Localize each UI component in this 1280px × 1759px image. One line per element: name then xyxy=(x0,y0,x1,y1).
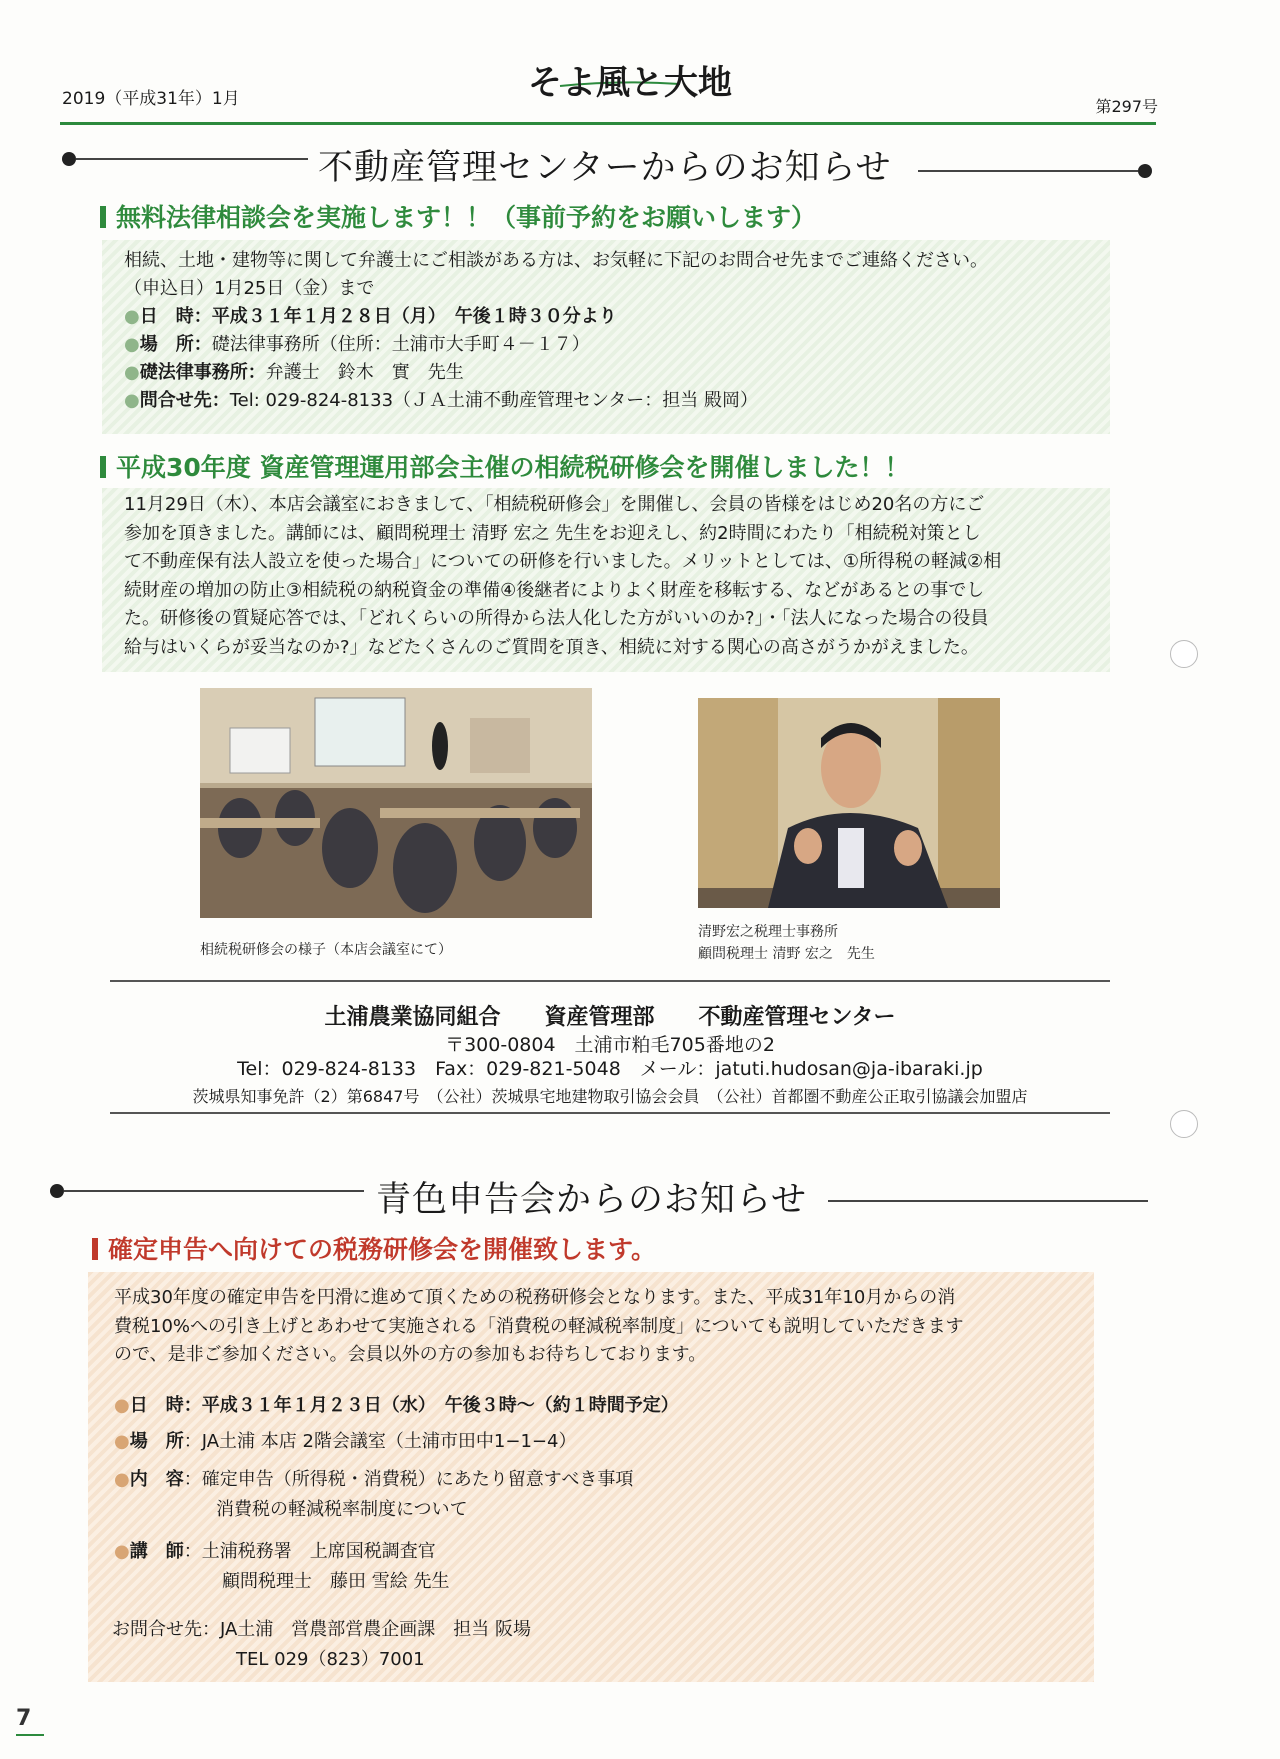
title2-line-right xyxy=(828,1200,1148,1202)
seminar-report-text xyxy=(124,491,1114,662)
tax-content: ●内 容：確定申告（所得税・消費税）にあたり留意すべき事項 xyxy=(114,1469,634,1490)
seminar-line: た。研修後の質疑応答では、「どれくらいの所得から法人化した方がいいのか?」・「法人になった場合の役員 xyxy=(124,608,989,629)
contact-license: 茨城県知事免許（2）第6847号 （公社）茨城県宅地建物取引協会会員 （公社）首都圏不動産公正取引協議会加盟店 xyxy=(192,1087,1028,1106)
contact-phone-email: Tel：029-824-8133 Fax：029-821-5048 メール：jatuti.hudosan@ja-ibaraki.jp xyxy=(237,1058,983,1080)
issue-date: 2019（平成31年）1月 xyxy=(62,89,240,109)
lecturer-caption-office: 清野宏之税理士事務所 xyxy=(698,924,838,940)
page-number-underline xyxy=(16,1734,44,1736)
seminar-report-heading: 平成30年度 資産管理運用部会主催の相続税研修会を開催しました！！ xyxy=(100,448,910,484)
tax-line: ので、是非ご参加ください。会員以外の方の参加もお待ちしております。 xyxy=(114,1344,707,1365)
lecturer-photo xyxy=(698,698,1000,908)
legal-consult-datetime: ●日 時：平成３１年１月２８日（月） 午後１時３０分より xyxy=(124,306,617,327)
tax-seminar-heading: 確定申告へ向けての税務研修会を開催致します。 xyxy=(92,1230,656,1266)
seminar-line: 給与はいくらが妥当なのか?」などたくさんのご質問を頂き、相続に対する関心の高さがうかがえました。 xyxy=(124,636,979,658)
title2-line-left xyxy=(64,1190,364,1192)
tax-place: ●場 所：JA土浦 本店 2階会議室（土浦市田中1−1−4） xyxy=(114,1431,577,1452)
tax-lecturer: ●講 師：土浦税務署 上席国税調査官 xyxy=(114,1541,436,1562)
tax-inquiry-tel: TEL 029（823）7001 xyxy=(236,1649,425,1670)
seminar-line: 続財産の増加の防止③相続税の納税資金の準備④後継者によりよく財産を移転する、などがあるとの事でし xyxy=(124,579,985,601)
tax-line: 平成30年度の確定申告を円滑に進めて頂くための税務研修会となります。また、平成31年10月からの消 xyxy=(114,1287,956,1308)
title-line-right xyxy=(918,170,1138,172)
seminar-photo xyxy=(200,688,592,918)
header-rule xyxy=(60,122,1156,125)
title2-dot-left xyxy=(50,1184,64,1198)
seminar-line: 参加を頂きました。講師には、顧問税理士 清野 宏之 先生をお迎えし、約2時間にわたり「相続税対策とし xyxy=(124,522,981,544)
section1-title: 不動産管理センターからのお知らせ xyxy=(318,148,892,188)
issue-number: 第297号 xyxy=(1095,97,1158,116)
title-dot-right xyxy=(1138,164,1152,178)
seminar-photo-caption: 相続税研修会の様子（本店会議室にて） xyxy=(200,942,452,958)
binder-hole xyxy=(1170,640,1198,668)
binder-hole xyxy=(1170,1110,1198,1138)
tax-inquiry: お問合せ先：JA土浦 営農部営農企画課 担当 阪場 xyxy=(112,1619,532,1640)
legal-consult-place: ●場 所：礎法律事務所（住所：土浦市大手町４－１７） xyxy=(124,334,590,355)
legal-consult-deadline: （申込日）1月25日（金）まで xyxy=(124,278,375,299)
legal-consult-lawyer: ●礎法律事務所：弁護士 鈴木 實 先生 xyxy=(124,362,464,383)
section2-title: 青色申告会からのお知らせ xyxy=(376,1180,807,1220)
tax-seminar-text xyxy=(114,1284,1084,1370)
title-line-left xyxy=(76,158,308,160)
page-number: 7 xyxy=(16,1706,32,1731)
contact-org: 土浦農業協同組合 資産管理部 不動産管理センター xyxy=(324,1005,896,1030)
tax-content-2: 消費税の軽減税率制度について xyxy=(216,1499,468,1520)
legal-consult-contact: ●問合せ先：Tel: 029-824-8133（ＪＡ土浦不動産管理センター：担当 殿岡） xyxy=(124,390,759,411)
title-dot-left xyxy=(62,152,76,166)
seminar-line: 11月29日（木）、本店会議室におきまして、「相続税研修会」を開催し、会員の皆様をはじめ20名の方にご xyxy=(124,494,985,515)
svg-text:そよ風と大地: そよ風と大地 xyxy=(528,63,732,103)
seminar-line: て不動産保有法人設立を使った場合」についての研修を行いました。メリットとしては、①所得税の軽減②相 xyxy=(124,551,1002,572)
legal-consult-heading: 無料法律相談会を実施します！！（事前予約をお願いします） xyxy=(100,198,816,234)
legal-consult-intro: 相続、土地・建物等に関して弁護士にご相談がある方は、お気軽に下記のお問合せ先までご連絡ください。 xyxy=(124,250,988,271)
tax-line: 費税10%への引き上げとあわせて実施される「消費税の軽減税率制度」についても説明していただきます xyxy=(114,1315,964,1337)
tax-datetime: ●日 時：平成３１年１月２３日（水） 午後３時～（約１時間予定） xyxy=(114,1395,679,1416)
lecturer-caption-name: 顧問税理士 清野 宏之 先生 xyxy=(698,946,875,962)
tax-lecturer-2: 顧問税理士 藤田 雪絵 先生 xyxy=(222,1571,450,1592)
contact-address: 〒300-0804 土浦市粕毛705番地の2 xyxy=(445,1034,775,1056)
magazine-logo xyxy=(520,54,732,106)
